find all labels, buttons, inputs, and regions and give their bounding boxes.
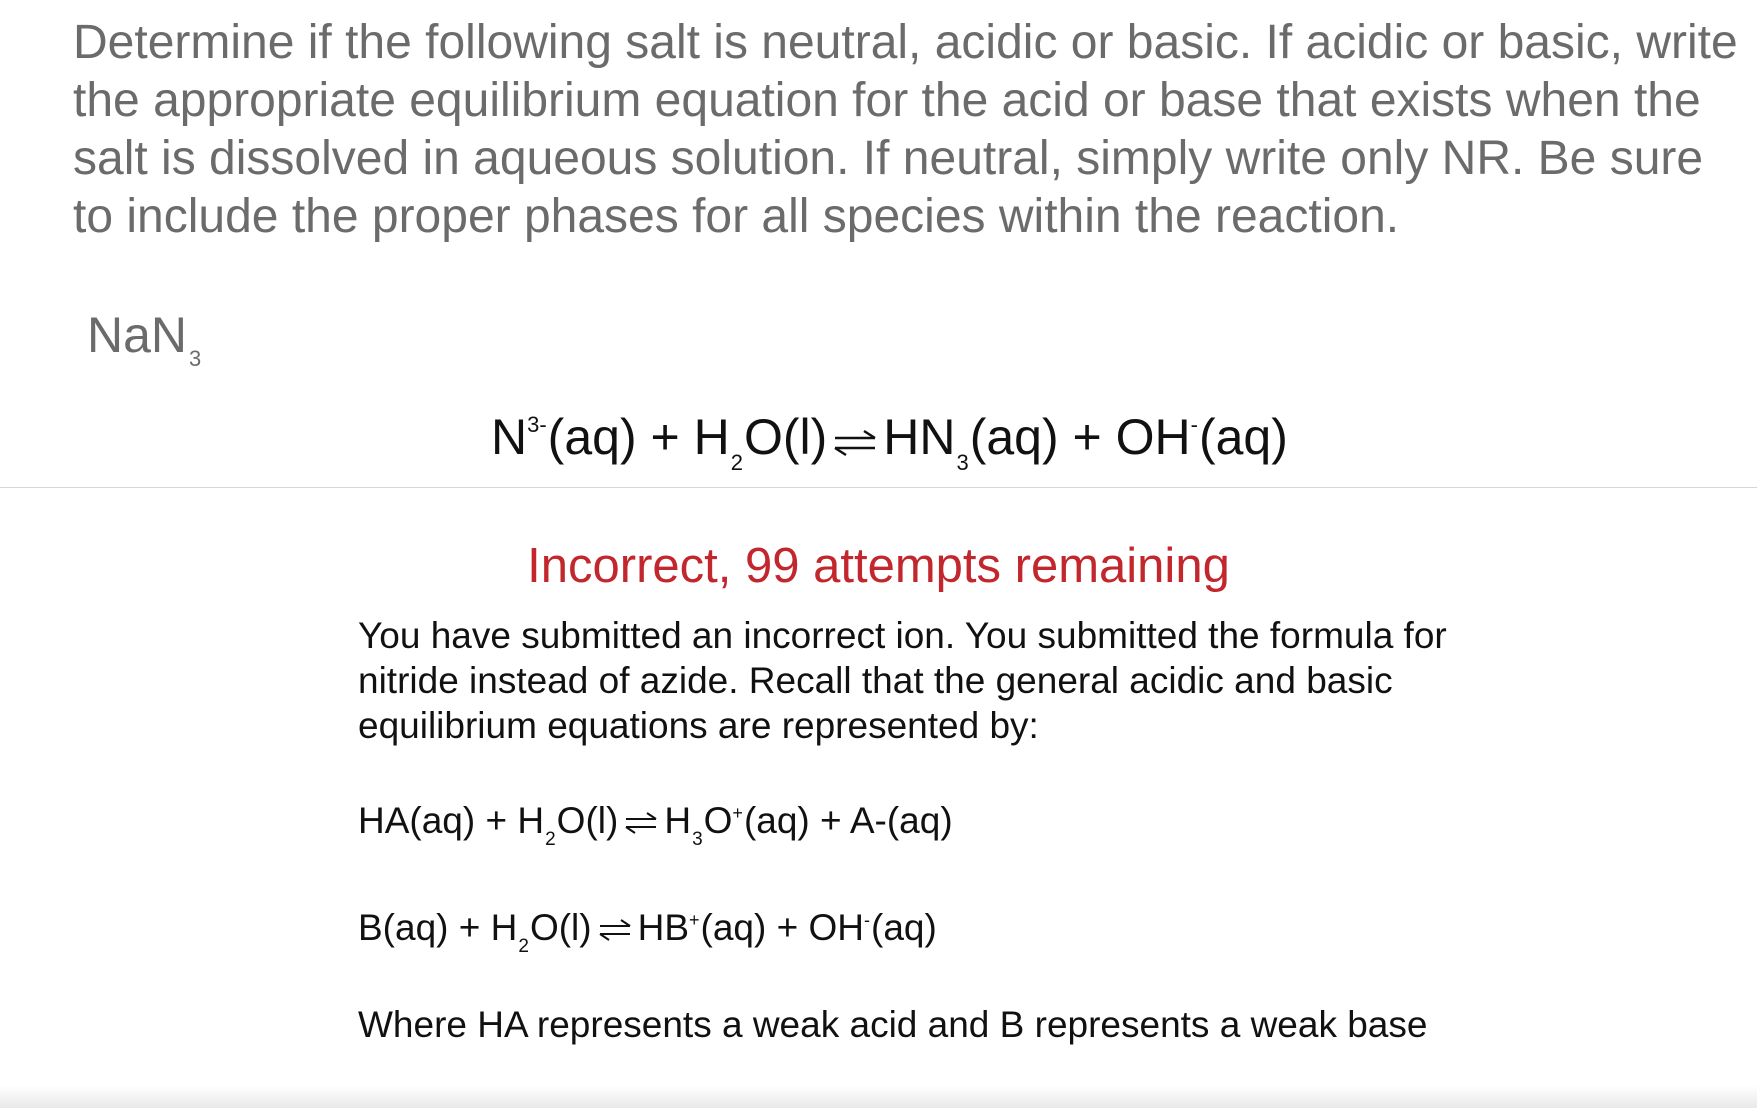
product-acid: HN <box>883 409 956 465</box>
bottom-fade <box>0 1086 1757 1108</box>
water-subscript: 2 <box>730 450 743 475</box>
base-eq-part-e: (aq) <box>871 907 937 948</box>
acid-eq-sub-c: 3 <box>692 829 703 850</box>
compound-formula <box>87 305 201 375</box>
acid-eq-part-e: (aq) + A-(aq) <box>743 800 953 841</box>
acid-eq-part-d: O <box>703 800 733 841</box>
base-eq-sup-d: - <box>864 910 870 930</box>
divider <box>0 487 1757 488</box>
status-message: Incorrect, 99 attempts remaining <box>527 539 1230 593</box>
acid-equilibrium-equation <box>358 797 953 852</box>
question-text: Determine if the following salt is neutral, acidic or basic. If acidic or basic, write the appropriate equilibrium equation for the acid or base that exists when the salt is dissolved in aqueous solution. If neutral, simply write only NR. Be sure to include the proper phases for all species within the reaction. <box>73 16 1738 243</box>
reactant-phase: (aq) + H <box>547 409 730 465</box>
reactant-ion: N <box>491 409 528 465</box>
product-phase: (aq) + OH <box>969 409 1191 465</box>
equilibrium-arrow-icon <box>624 799 658 847</box>
acid-eq-part-a: HA(aq) + H <box>358 800 545 841</box>
base-eq-sup-c: + <box>689 910 700 930</box>
acid-eq-part-c: H <box>664 800 692 841</box>
compound-base: NaN <box>87 307 188 363</box>
water-rest: O(l) <box>743 409 828 465</box>
feedback-message: You have submitted an incorrect ion. You submitted the formula for nitride instead of azide. Recall that the general acidic and basic equilibrium equations are represented by: <box>358 615 1447 746</box>
acid-eq-sup-d: + <box>732 803 743 823</box>
reactant-charge: 3- <box>527 412 547 437</box>
base-eq-part-c: HB <box>637 907 690 948</box>
hydroxide-charge: - <box>1190 412 1198 437</box>
equilibrium-arrow-icon <box>833 409 877 473</box>
equilibrium-arrow-icon <box>598 906 632 954</box>
base-eq-part-b: O(l) <box>529 907 592 948</box>
acid-eq-sub-a: 2 <box>545 829 556 850</box>
product-acid-subscript: 3 <box>956 450 969 475</box>
definition-note: Where HA represents a weak acid and B represents a weak base <box>358 1004 1428 1045</box>
base-equilibrium-equation <box>358 904 937 959</box>
base-eq-sub-a: 2 <box>518 936 529 957</box>
base-eq-part-d: (aq) + OH <box>700 907 864 948</box>
compound-subscript: 3 <box>189 346 202 371</box>
acid-eq-part-b: O(l) <box>556 800 619 841</box>
base-eq-part-a: B(aq) + H <box>358 907 518 948</box>
hydroxide-phase: (aq) <box>1198 409 1288 465</box>
submitted-answer-equation <box>491 405 1288 479</box>
